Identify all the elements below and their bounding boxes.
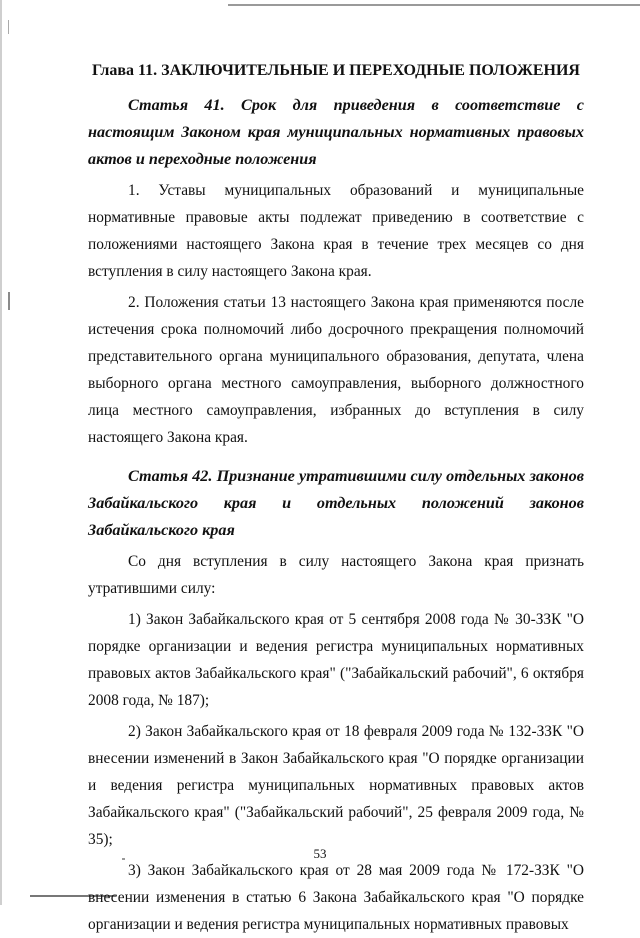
article-42-item-1: 1) Закон Забайкальского края от 5 сентября 2008 года № 30-ЗЗК "О порядке организации и ведения регистра муниципальных нормативных правовых актов Забайкальского края" ("Забайкальский рабочий", 6 октября 2008 года, № 187);	[88, 611, 584, 709]
article-41-heading: Статья 41. Срок для приведения в соответствие с настоящим Законом края муниципальных нормативных правовых актов и переходные положения	[88, 96, 584, 168]
chapter-title: Глава 11. ЗАКЛЮЧИТЕЛЬНЫЕ И ПЕРЕХОДНЫЕ ПОЛОЖЕНИЯ	[92, 62, 580, 79]
scan-edge-left	[0, 0, 2, 905]
scan-mark	[8, 20, 9, 34]
article-42-item-3: 3) Закон Забайкальского края от 28 мая 2009 года № 172-ЗЗК "О внесении изменения в статью 6 Закона Забайкальского края "О порядке организации и ведения регистра муниципальных нормативных правовых	[88, 862, 584, 933]
scan-edge-top	[228, 4, 640, 6]
article-42-intro: Со дня вступления в силу настоящего Закона края признать утратившими силу:	[88, 553, 584, 597]
scan-mark	[8, 292, 10, 310]
article-42-item-2: 2) Закон Забайкальского края от 18 февраля 2009 года № 132-ЗЗК "О внесении изменений в Закон Забайкальского края "О порядке организации и ведения регистра муниципальных нормативных правовых актов Забайкальского края" ("Забайкальский рабочий", 25 февраля 2009 года, № 35);	[88, 723, 584, 848]
article-42-heading: Статья 42. Признание утратившими силу отдельных законов Забайкальского края и отдельных положений законов Забайкальского края	[88, 467, 584, 539]
document-body	[88, 58, 584, 938]
article-41-paragraph-2: 2. Положения статьи 13 настоящего Закона края применяются после истечения срока полномочий либо досрочного прекращения полномочий представительного органа муниципального образования, депутата, члена выборного органа местного самоуправления, выборного должностного лица местного самоуправления, избранных до вступления в силу настоящего Закона края.	[88, 294, 584, 446]
page-number: 53	[313, 846, 327, 861]
article-41-paragraph-1: 1. Уставы муниципальных образований и муниципальные нормативные правовые акты подлежат приведению в соответствие с положениями настоящего Закона края в течение трех месяцев со дня вступления в силу настоящего Закона края.	[88, 182, 584, 280]
